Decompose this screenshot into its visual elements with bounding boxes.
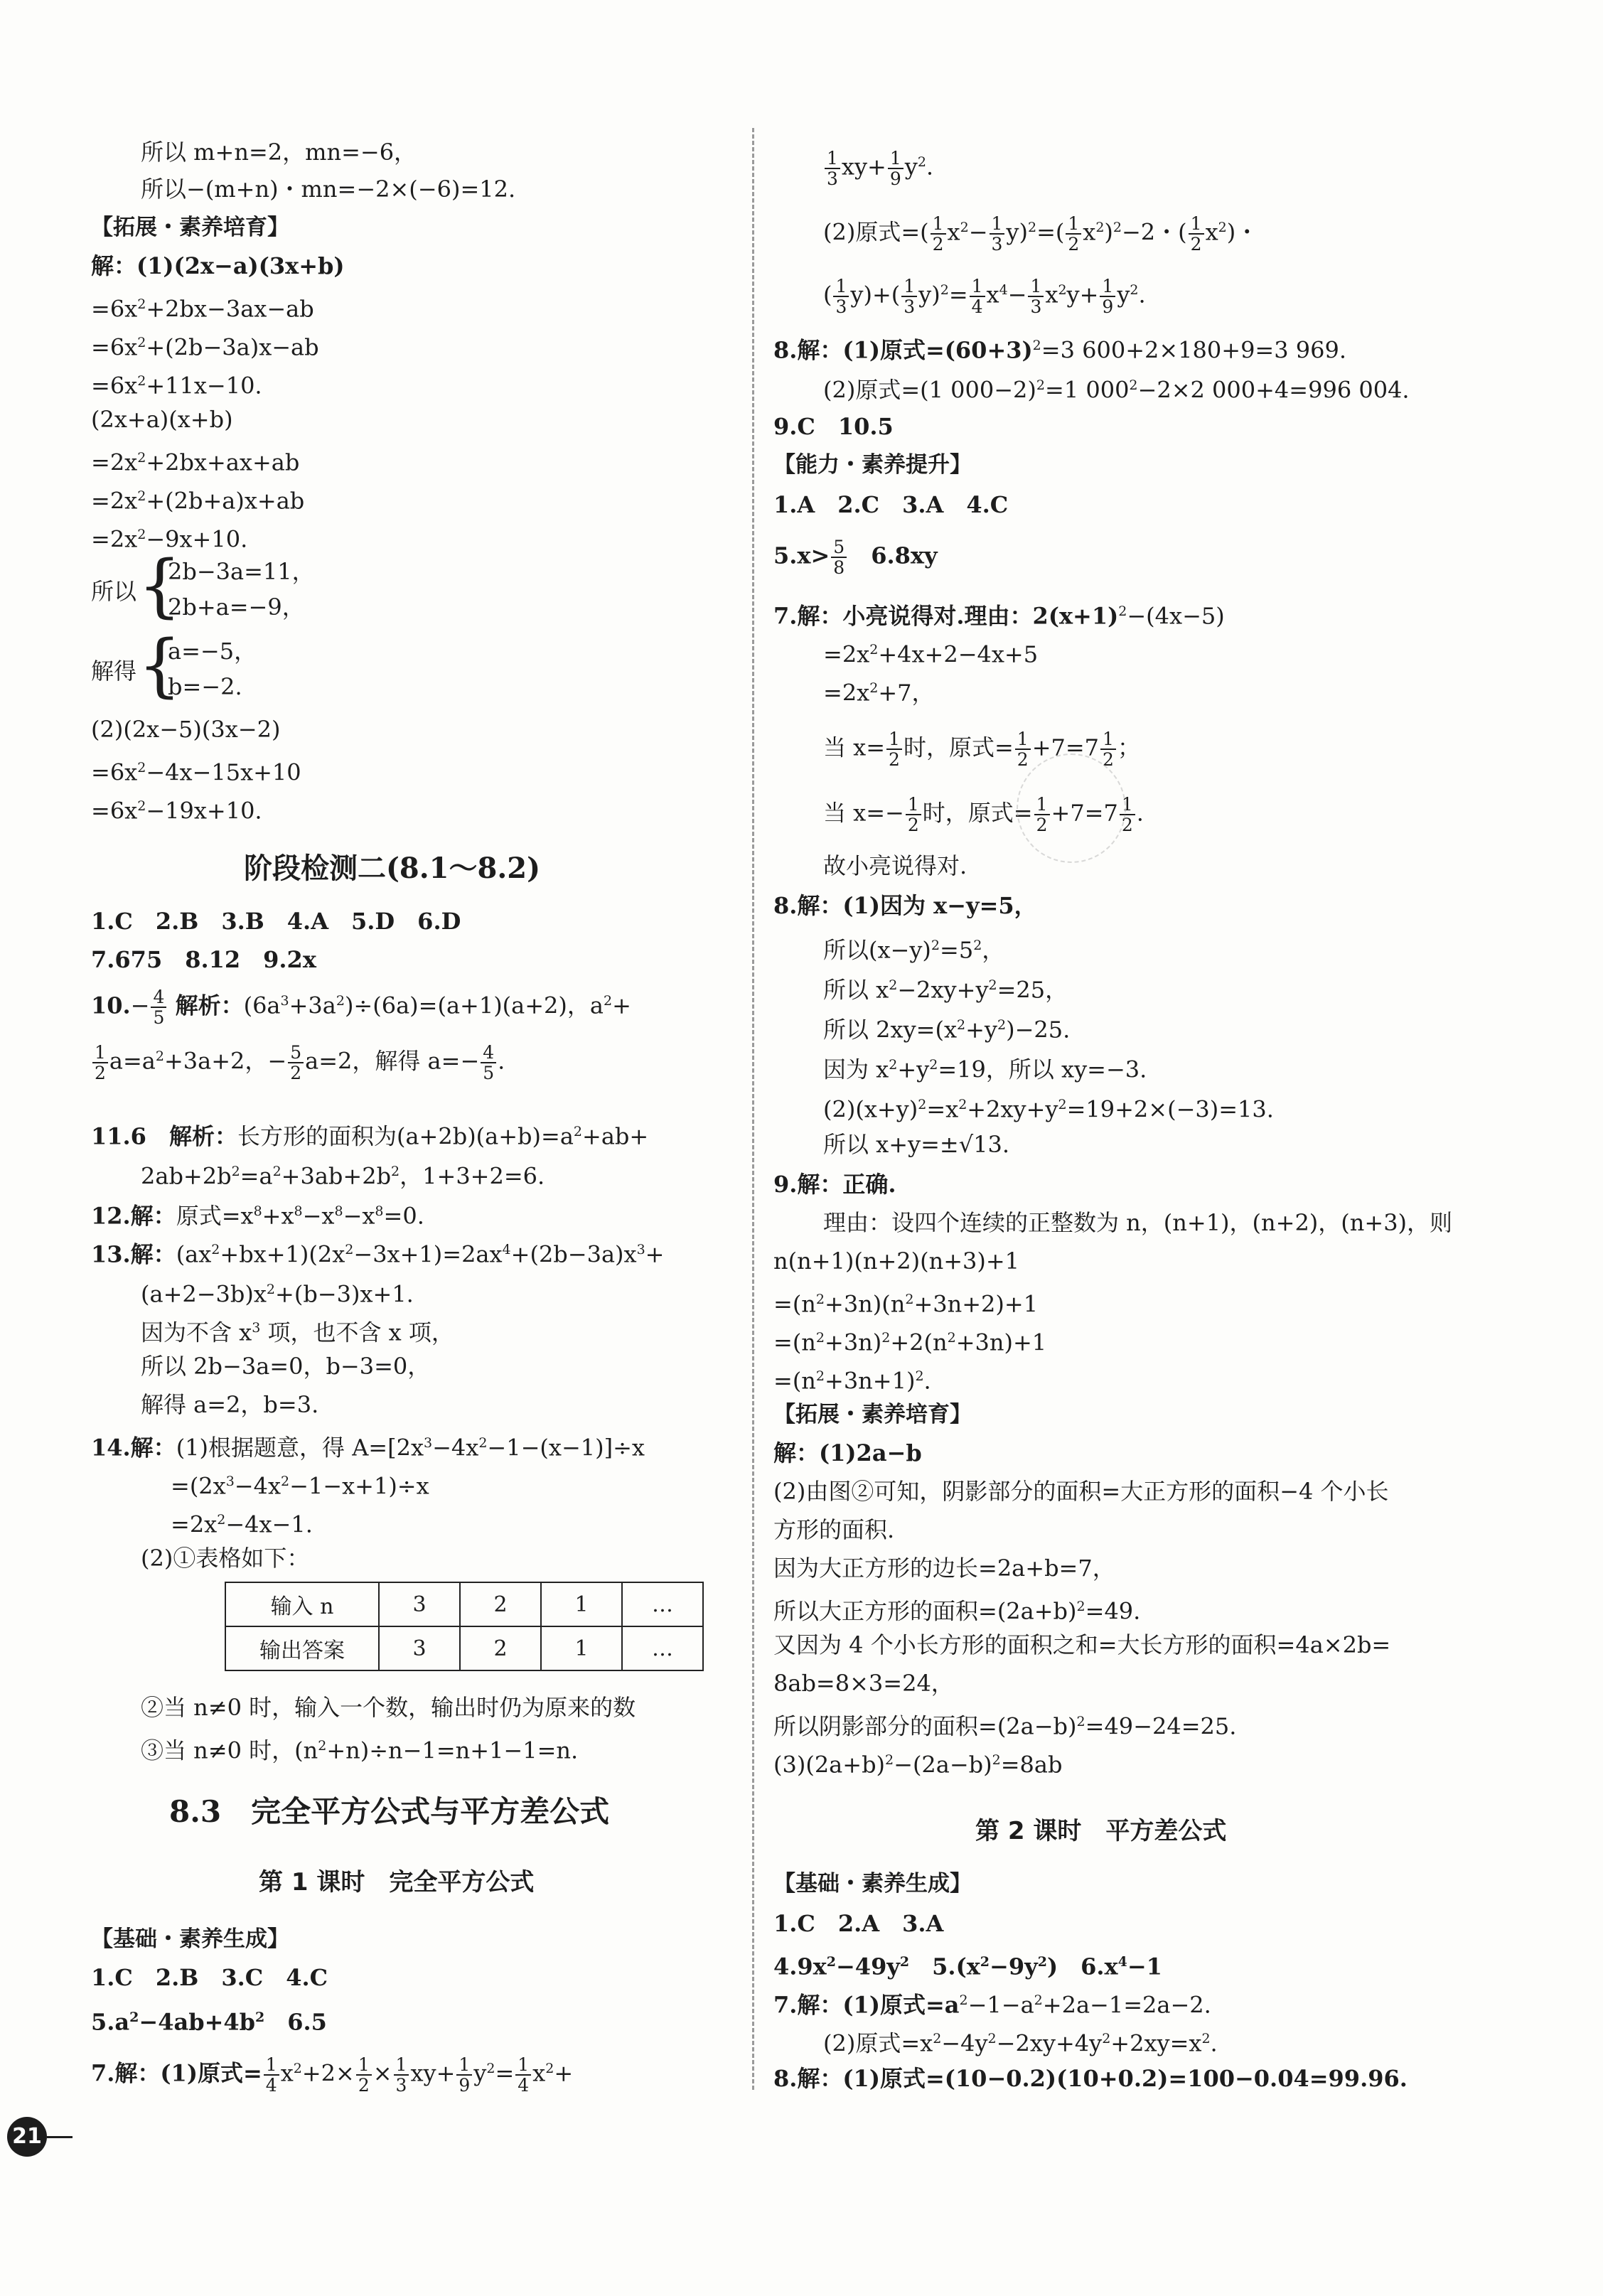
question-11: 11.6 解析：长方形的面积为$(a+2b)(a+b)=a^2+ab+$ [91,1122,649,1150]
question-14-cont: (2)①表格如下： [141,1545,310,1572]
text-line: 理由：设四个连续的正整数为 n，(n+1)，(n+2)，(n+3)，则 [823,1209,1453,1236]
equation-line: $=(n^2+3n)^2+2(n^2+3n)+1$ [773,1329,1047,1356]
table-cell: 3 [379,1582,460,1626]
left-column: 所以 m+n=2，mn=−6， 所以−(m+n)・mn=−2×(−6)=12. 【拓展・素养培育】 解：(1)(2x−a)(3x+b) $=6x^2+2bx-3ax-ab$ $=6x^2+(2b-3a)x-ab$ $=6x^2+11x-10$. (2x+a)(x+b) $=2x^2+2bx+ax+ab$ $=2x^2+(2b+a)x+ab$ $=2x^2-9x+10$. 所以 { 2b−3a=11， 2b+a=−9， 解得 { a=−5， b=−2. (2)(2x−5)(3x−2) $=6x^2-4x-15x+10$ $=6x^2-19x+10$. 阶段检测二(8.1～8.2) 1.C 2.B 3.B 4.A 5.D 6.D 7.675 8.12 9.2x 10.− $\frac{4}{5}$ 解析：$(6a^3+3a^2)\div(6a)=(a+1)(a+2)$，$a^2+$ $\frac{1}{2}$ $a=a^2+3a+2$，− $\frac{5}{2}$ a=2，解得 a=− $\frac{4}{5}$ . 11.6 解析：长方形的面积为$(a+2b)(a+b)=a^2+ab+$ $2ab+2b^2=a^2+3ab+2b^2$，1+3+2=6. 12.解：原式$=x^8+x^8-x^8-x^8=0$. 13.解：$(ax^2+bx+1)(2x^2-3x+1)=2ax^4+(2b-3a)x^3+$ $(a+2-3b)x^2+(b-3)x+1$. 因为不含 $x^3$ 项，也不含 x 项， 所以 2b−3a=0，b−3=0， 解得 a=2，b=3. 14.解：(1)根据题意，得 $A=[2x^3-4x^2-1-(x-1)]\div x$ $=(2x^3-4x^2-1-x+1)\div x$ $=2x^2-4x-1$. (2)①表格如下： 输入 n 3 2 1 … 输出答案 3 2 1 … ②当 n≠0 时，输入一个数，输出时仍为原来的数 ③当 n≠0 时，$(n^2+n)\div n-1=n+1-1=n$. 8.3 完全平方公式与平方差公式 第 1 课时 完全平方公式 【基础・素养生成】 1.C 2.B 3.C 4.C $5.a^2-4ab+4b^2$ 6.5 7.解：(1)原式= $\frac{1}{4}$ $x^2+2\times$ $\frac{1}{2}$ × $\frac{1}{3}$ xy+ $\frac{1}{9}$ $y^2=$ $\frac{1}{4}$ $x^2+$ [91,0,802,2296]
equation-line: (2x+a)(x+b) [91,406,233,433]
answer-line: 5.x> $\frac{5}{8}$ 6.8xy [773,537,938,578]
equation-line: 当 x=− $\frac{1}{2}$ 时，原式= $\frac{1}{2}$ +7=7 $\frac{1}{2}$ . [823,794,1144,835]
question-9: 9.解：正确. [773,1171,896,1198]
question-13-cont: 所以 2b−3a=0，b−3=0， [141,1353,431,1380]
question-14: 14.解：(1)根据题意，得 $A=[2x^3-4x^2-1-(x-1)]\div x$ [91,1434,645,1461]
question-7-cont: (2)原式$=x^2-4y^2-2xy+4y^2+2xy=x^2$. [823,2029,1218,2057]
table-cell: 2 [460,1626,541,1670]
text-line: 所以阴影部分的面积$=(2a-b)^2=49-24=25$. [773,1712,1237,1740]
equation-line: (2)原式=( $\frac{1}{2}$ $x^2-$ $\frac{1}{3}$ y)$^2$=( $\frac{1}{2}$ $x^2)^2-2$・( $\frac{1}{2}$ $x^2$)・ [823,213,1259,255]
text-line: 所以−(m+n)・mn=−2×(−6)=12. [141,176,516,203]
answer-line: $5.a^2-4ab+4b^2$ 6.5 [91,2008,327,2036]
section-title: 8.3 完全平方公式与平方差公式 [169,1794,610,1829]
table-cell: … [622,1626,703,1670]
question-10-cont: $\frac{1}{2}$ $a=a^2+3a+2$，− $\frac{5}{2}$ a=2，解得 a=− $\frac{4}{5}$ . [91,1042,505,1083]
equation-line: $=6x^2+2bx-3ax-ab$ [91,295,314,323]
equation-line: $(2)(x+y)^2=x^2+2xy+y^2=19+2\times(-3)=13$. [823,1095,1274,1123]
table-cell: 输出答案 [225,1626,379,1670]
text-line: 故小亮说得对. [823,852,967,879]
table-row [225,1582,703,1626]
lesson-title: 第 2 课时 平方差公式 [975,1817,1227,1845]
equation-line: 因为 $x^2+y^2=19$，所以 xy=−3. [823,1056,1147,1083]
equation-line: $=6x^2+11x-10$. [91,372,262,399]
text-line: 因为大正方形的边长=2a+b=7， [773,1555,1115,1582]
equation-line: $=(n^2+3n+1)^2$. [773,1367,931,1395]
question-13-cont: $(a+2-3b)x^2+(b-3)x+1$. [141,1280,414,1308]
equation-line: 当 x= $\frac{1}{2}$ 时，原式= $\frac{1}{2}$ +7=7 $\frac{1}{2}$ ； [823,729,1140,770]
question-8: 8.解：(1)因为 x−y=5， [773,892,1037,919]
equation-line: $=(n^2+3n)(n^2+3n+2)+1$ [773,1290,1039,1318]
question-13-cont: 因为不含 $x^3$ 项，也不含 x 项， [141,1319,454,1346]
question-8-cont: (2)原式=(1 000−2)$^2$=1 $000^2-2\times 2$ 000+4=996 004. [823,376,1410,404]
question-7: 7.解：(1)原式$=a^2-1-a^2+2a-1=2a-2$. [773,1991,1211,2019]
section-heading: 【能力・素养提升】 [773,452,972,478]
section-title: 阶段检测二(8.1～8.2) [244,852,541,885]
equation-line: (2)(2x−5)(3x−2) [91,716,281,743]
question-7: 7.解：小亮说得对.理由：$2(x+1)^2-(4x-5)$ [773,602,1225,630]
text-line: 所以大正方形的面积$=(2a+b)^2=49$. [773,1597,1141,1625]
text-line: 又因为 4 个小长方形的面积之和=大长方形的面积=4a×2b= [773,1631,1391,1658]
text-line: 方形的面积. [773,1516,895,1543]
answer-line: 9.C 10.5 [773,413,894,440]
equation-line: $=2x^2+(2b+a)x+ab$ [91,487,305,515]
page-number-rule [47,2136,73,2138]
equation-line: ( $\frac{1}{3}$ y)+( $\frac{1}{3}$ y)$^2$= $\frac{1}{4}$ $x^4-$ $\frac{1}{3}$ $x^2y+$ $\frac{1}{9}$ $y^2$. [823,276,1146,318]
question-13-cont: 解得 a=2，b=3. [141,1391,319,1418]
watermark-stamp [1017,753,1126,863]
page-number: 21 [7,2117,47,2157]
right-column [773,0,1484,2296]
question-14-cont: $=2x^2-4x-1$. [171,1511,313,1538]
table-cell: 1 [541,1582,622,1626]
question-14-cont: $=(2x^3-4x^2-1-x+1)\div x$ [171,1472,429,1500]
equation-line: $=6x^2+(2b-3a)x-ab$ [91,333,319,361]
solution-line: 解：(1)2a−b [773,1439,922,1466]
answer-line: 1.C 2.A 3.A [773,1910,944,1937]
equation-line: 所以 $2xy=(x^2+y^2)-25$. [823,1016,1071,1044]
question-11-cont: $2ab+2b^2=a^2+3ab+2b^2$，1+3+2=6. [141,1162,545,1190]
equation-line: $=2x^2+7$， [823,679,935,707]
equation-line: $=2x^2+2bx+ax+ab$ [91,449,300,476]
equation-line: $=6x^2-19x+10$. [91,797,262,825]
question-7: 7.解：(1)原式= $\frac{1}{4}$ $x^2+2\times$ $\frac{1}{2}$ × $\frac{1}{3}$ xy+ $\frac{1}{9}$ $y^2=$ $\frac{1}{4}$ $x^2+$ [91,2054,574,2096]
equation-line: 所以$(x-y)^2=5^2$， [823,936,1005,964]
answer-line: 7.675 8.12 9.2x [91,946,316,973]
table-cell: 2 [460,1582,541,1626]
answer-line: 1.C 2.B 3.C 4.C [91,1964,328,1991]
input-output-table [225,1582,704,1671]
equation-line: 所以 x+y=±√13. [823,1131,1010,1158]
question-14-cont: ②当 n≠0 时，输入一个数，输出时仍为原来的数 [141,1694,636,1721]
question-14-cont: ③当 n≠0 时，$(n^2+n)\div n-1=n+1-1=n$. [141,1737,579,1764]
section-heading: 【基础・素养生成】 [773,1871,972,1897]
text-line: 所以 m+n=2，mn=−6， [141,139,417,166]
section-heading: 【拓展・素养培育】 [773,1402,972,1427]
question-8: 8.解：(1)原式$=(60+3)^2=3$ 600+2×180+9=3 969. [773,336,1347,364]
question-12: 12.解：原式$=x^8+x^8-x^8-x^8=0$. [91,1202,424,1230]
equation-line: n(n+1)(n+2)(n+3)+1 [773,1248,1020,1275]
question-13: 13.解：$(ax^2+bx+1)(2x^2-3x+1)=2ax^4+(2b-3a)x^3+$ [91,1240,665,1268]
table-row [225,1626,703,1670]
solution-line: 解：(1)(2x−a)(3x+b) [91,252,345,279]
table-cell: 3 [379,1626,460,1670]
text-line: 8ab=8×3=24， [773,1670,954,1697]
answer-line: 1.C 2.B 3.B 4.A 5.D 6.D [91,908,461,935]
equation-line: $=6x^2-4x-15x+10$ [91,758,301,786]
section-heading: 【基础・素养生成】 [91,1926,289,1952]
section-heading: 【拓展・素养培育】 [91,215,289,240]
table-cell: 输入 n [225,1582,379,1626]
question-8: 8.解：(1)原式=(10−0.2)(10+0.2)=100−0.04=99.96. [773,2065,1408,2092]
equation-line: $\frac{1}{3}$ xy+ $\frac{1}{9}$ $y^2$. [823,148,933,188]
lesson-title: 第 1 课时 完全平方公式 [259,1868,535,1897]
equation-line: $=2x^2+4x+2-4x+5$ [823,640,1039,668]
text-line: $(3)(2a+b)^2-(2a-b)^2=8ab$ [773,1751,1063,1779]
equation-line: 所以 $x^2-2xy+y^2=25$， [823,976,1068,1004]
question-10: 10.− $\frac{4}{5}$ 解析：$(6a^3+3a^2)\div(6a)=(a+1)(a+2)$，$a^2+$ [91,987,631,1029]
answer-line: 1.A 2.C 3.A 4.C [773,491,1009,518]
table-cell: 1 [541,1626,622,1670]
table-cell: … [622,1582,703,1626]
equation-line: $=2x^2-9x+10$. [91,525,248,553]
answer-line: $4.9x^2-49y^2$ $5.(x^2-9y^2)$ $6.x^4-1$ [773,1953,1162,1980]
text-line: (2)由图②可知，阴影部分的面积=大正方形的面积−4 个小长 [773,1478,1389,1505]
